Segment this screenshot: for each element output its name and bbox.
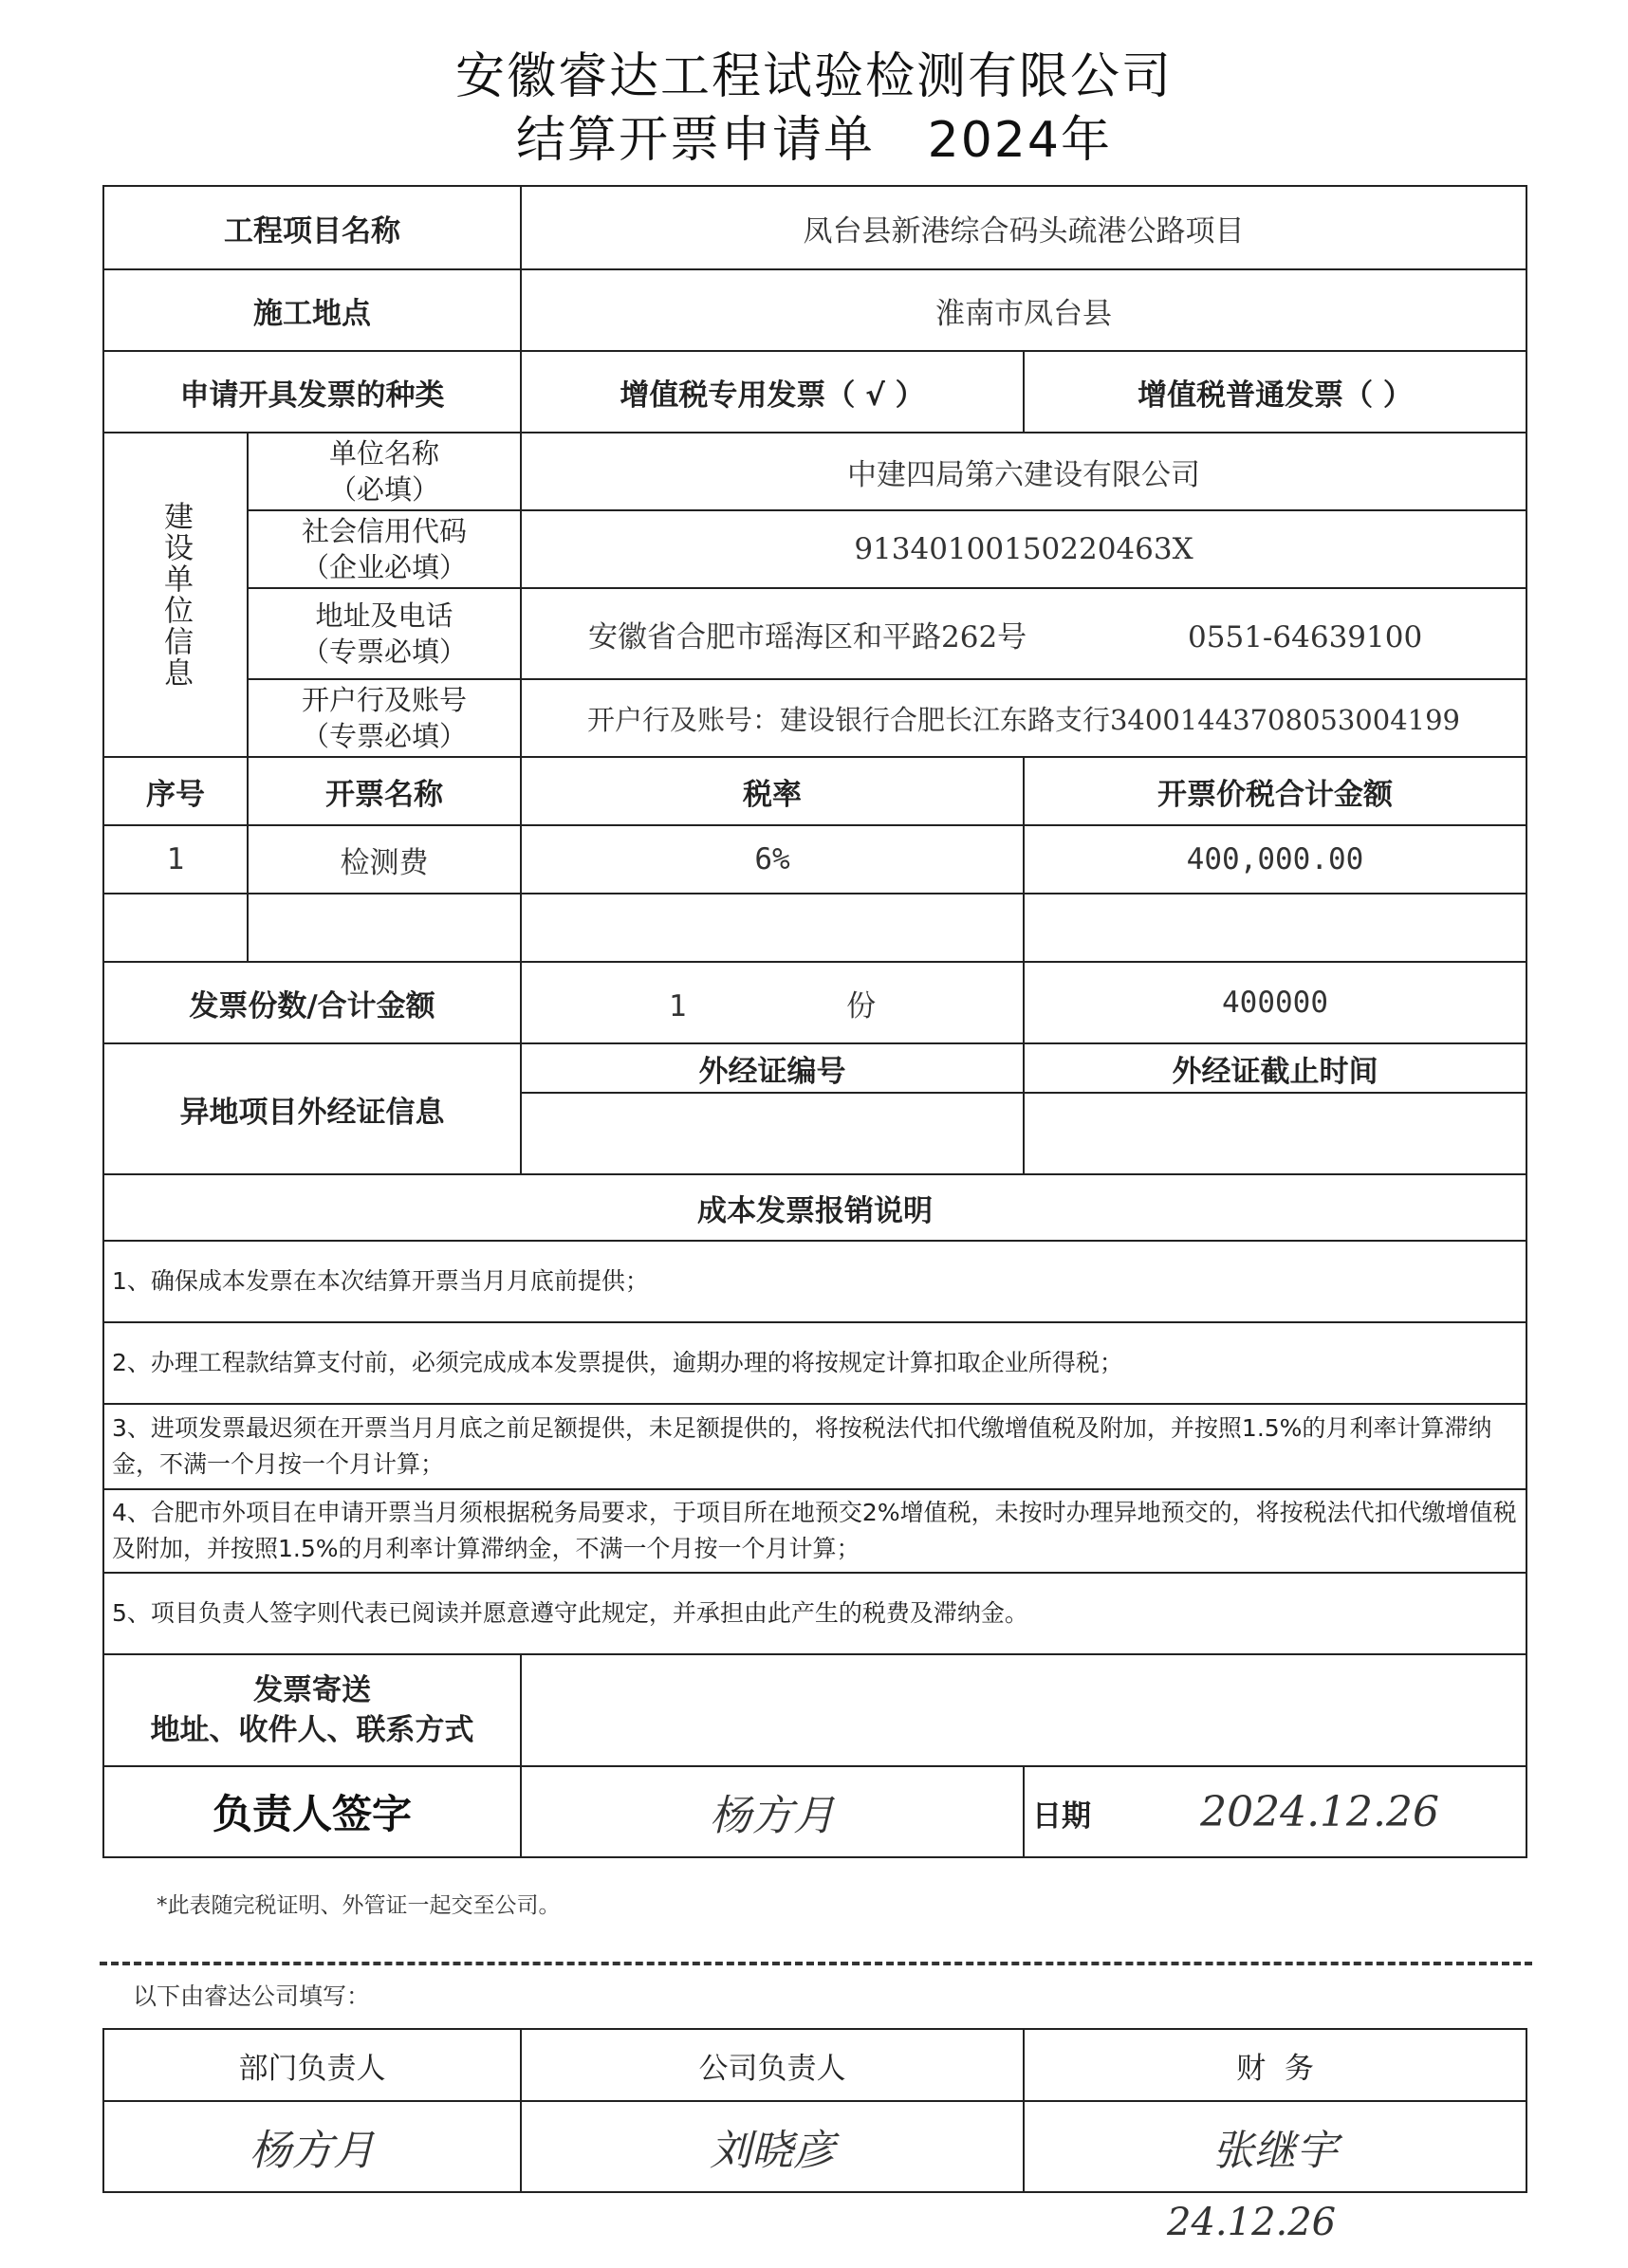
credit-code-hint: （企业必填） <box>301 551 467 583</box>
cost-note-3: 3、进项发票最迟须在开票当月月底之前足额提供，未足额提供的，将按税法代扣代缴增值税及附加，并按照1.5%的月利率计算滞纳金，不满一个月按一个月计算； <box>103 1404 1526 1489</box>
company-head-signature[interactable]: 刘晓彦 <box>521 2101 1024 2192</box>
address-hint: （专票必填） <box>301 636 467 668</box>
external-cert-label: 异地项目外经证信息 <box>103 1043 521 1174</box>
mailing-value[interactable] <box>521 1654 1526 1766</box>
builder-row <box>103 588 1526 679</box>
items-header-row <box>103 757 1526 825</box>
cost-note-1: 1、确保成本发票在本次结算开票当月月底前提供； <box>103 1241 1526 1322</box>
date-label: 日期 <box>1032 1798 1091 1834</box>
credit-code-value[interactable]: 91340100150220463X <box>521 510 1526 588</box>
phone-value: 0551-64639100 <box>1188 619 1423 655</box>
address-label: 地址及电话 <box>315 599 453 632</box>
mailing-row <box>103 1654 1526 1766</box>
item-amount[interactable]: 400,000.00 <box>1024 825 1526 894</box>
company-head-header: 公司负责人 <box>521 2029 1024 2101</box>
bank-label: 开户行及账号 <box>301 684 467 716</box>
bank-hint: （专票必填） <box>301 720 467 752</box>
col-header-rate: 税率 <box>521 757 1024 825</box>
item-row <box>103 894 1526 962</box>
mailing-label <box>103 1654 521 1766</box>
builder-label-cell <box>248 679 521 757</box>
cost-note-5: 5、项目负责人签字则代表已阅读并愿意遵守此规定，并承担由此产生的税费及滞纳金。 <box>103 1573 1526 1654</box>
item-rate[interactable]: 6% <box>521 825 1024 894</box>
builder-row <box>103 679 1526 757</box>
cost-notes-title-row <box>103 1174 1526 1241</box>
special-invoice-option[interactable] <box>521 351 1024 433</box>
invoice-count: 1 <box>668 988 687 1023</box>
total-amount[interactable]: 400000 <box>1024 962 1526 1043</box>
cert-deadline-header: 外经证截止时间 <box>1024 1043 1526 1093</box>
ordinary-invoice-checkbox[interactable]: （ ） <box>1343 378 1413 413</box>
invoice-count-cell[interactable] <box>521 962 1024 1043</box>
col-header-name: 开票名称 <box>248 757 521 825</box>
item-amount[interactable] <box>1024 894 1526 962</box>
approval-header-row <box>103 2029 1526 2101</box>
cut-line-divider <box>100 1962 1532 1965</box>
site-label: 施工地点 <box>103 269 521 351</box>
form-title-text: 结算开票申请单 <box>516 112 876 169</box>
mailing-label-line2: 地址、收件人、联系方式 <box>150 1713 474 1747</box>
invoice-type-row <box>103 351 1526 433</box>
external-cert-header-row <box>103 1043 1526 1093</box>
company-fill-note: 以下由睿达公司填写： <box>133 1982 371 2010</box>
project-name-value[interactable]: 凤台县新港综合码头疏港公路项目 <box>521 186 1526 269</box>
ordinary-invoice-label: 增值税普通发票 <box>1138 378 1344 413</box>
application-form-table <box>102 185 1527 1858</box>
unit-name-value[interactable]: 中建四局第六建设有限公司 <box>521 433 1526 510</box>
address-value: 安徽省合肥市瑶海区和平路262号 <box>588 619 1027 655</box>
project-name-row <box>103 186 1526 269</box>
item-name[interactable] <box>248 894 521 962</box>
cost-notes-title: 成本发票报销说明 <box>103 1174 1526 1241</box>
project-name-label: 工程项目名称 <box>103 186 521 269</box>
credit-code-label: 社会信用代码 <box>301 515 467 547</box>
cost-note-row <box>103 1489 1526 1573</box>
date-value: 2024.12.26 <box>1200 1787 1440 1836</box>
special-invoice-checkmark[interactable]: （ √ ） <box>825 378 925 413</box>
finance-header: 财 务 <box>1024 2029 1526 2101</box>
cost-note-row <box>103 1404 1526 1489</box>
builder-group-label <box>103 433 248 757</box>
site-row <box>103 269 1526 351</box>
totals-row <box>103 962 1526 1043</box>
cost-note-row <box>103 1322 1526 1404</box>
ordinary-invoice-option[interactable] <box>1024 351 1526 433</box>
date-cell[interactable] <box>1024 1766 1526 1857</box>
special-invoice-label: 增值税专用发票 <box>620 378 826 413</box>
invoice-type-label: 申请开具发票的种类 <box>103 351 521 433</box>
builder-label-cell <box>248 433 521 510</box>
site-value[interactable]: 淮南市凤台县 <box>521 269 1526 351</box>
signature-label: 负责人签字 <box>103 1766 521 1857</box>
col-header-amount: 开票价税合计金额 <box>1024 757 1526 825</box>
cost-note-row <box>103 1573 1526 1654</box>
dept-head-header: 部门负责人 <box>103 2029 521 2101</box>
invoice-count-unit: 份 <box>846 988 877 1023</box>
mailing-label-line1: 发票寄送 <box>253 1673 371 1707</box>
item-rate[interactable] <box>521 894 1024 962</box>
cert-number-header: 外经证编号 <box>521 1043 1024 1093</box>
approval-signature-row <box>103 2101 1526 2192</box>
item-name[interactable]: 检测费 <box>248 825 521 894</box>
dept-head-signature[interactable]: 杨方月 <box>103 2101 521 2192</box>
cost-note-row <box>103 1241 1526 1322</box>
item-no[interactable]: 1 <box>103 825 248 894</box>
finance-sign-date: 24.12.26 <box>1167 2201 1337 2244</box>
bank-value[interactable]: 开户行及账号：建设银行合肥长江东路支行34001443708053004199 <box>521 679 1526 757</box>
totals-label: 发票份数/合计金额 <box>103 962 521 1043</box>
manager-signature[interactable]: 杨方月 <box>521 1766 1024 1857</box>
cost-note-4: 4、合肥市外项目在申请开票当月须根据税务局要求，于项目所在地预交2%增值税，未按时办理异地预交的，将按税法代扣代缴增值税及附加，并按照1.5%的月利率计算滞纳金，不满一个月按一个月计算； <box>103 1489 1526 1573</box>
company-title: 安徽睿达工程试验检测有限公司 <box>454 48 1173 105</box>
builder-label-cell <box>248 588 521 679</box>
form-year: 2024年 <box>927 112 1112 169</box>
cert-number-value[interactable] <box>521 1093 1024 1174</box>
form-title <box>0 100 1628 171</box>
item-row <box>103 825 1526 894</box>
builder-label-cell <box>248 510 521 588</box>
footnote: *此表随完税证明、外管证一起交至公司。 <box>157 1893 561 1918</box>
builder-group-text: 建设单位信息 <box>158 501 193 689</box>
approval-table <box>102 2028 1527 2193</box>
finance-signature[interactable]: 张继宇 <box>1024 2101 1526 2192</box>
builder-row <box>103 433 1526 510</box>
cost-note-2: 2、办理工程款结算支付前，必须完成成本发票提供，逾期办理的将按规定计算扣取企业所得税； <box>103 1322 1526 1404</box>
builder-row <box>103 510 1526 588</box>
unit-name-label: 单位名称 <box>328 437 439 470</box>
address-phone-cell[interactable] <box>521 588 1526 679</box>
signature-row <box>103 1766 1526 1857</box>
item-no[interactable] <box>103 894 248 962</box>
unit-name-hint: （必填） <box>328 473 439 506</box>
cert-deadline-value[interactable] <box>1024 1093 1526 1174</box>
col-header-no: 序号 <box>103 757 248 825</box>
